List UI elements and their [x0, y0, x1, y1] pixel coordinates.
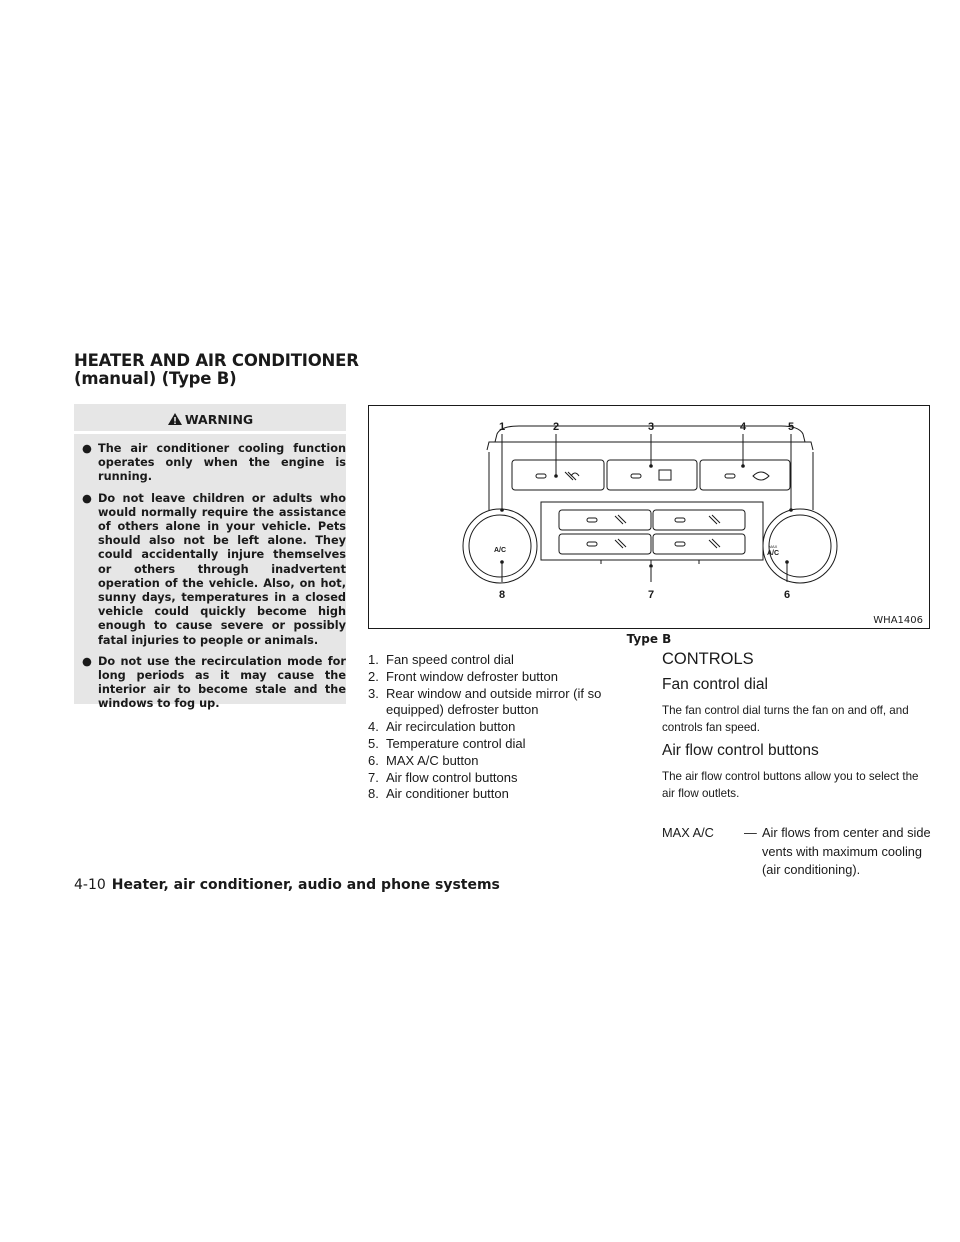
callout-1: 1 [498, 421, 506, 433]
legend-item [368, 719, 630, 736]
legend-text: Air flow control buttons [386, 769, 518, 785]
airflow-text: The air flow control buttons allow you to select the air flow outlets. [662, 770, 919, 800]
warning-item-text: Do not leave children or adults who would normally require the assistance of others alone in your vehicle. Pets should also not be left alone. They could accidentally injure themselves or others through inadvertent operation of the vehicle. Also, on hot, sunny days, temperatures in a closed vehicle could quickly become high enough to cause severe or possibly fatal injuries to people or animals. [98, 491, 346, 647]
warning-box [74, 404, 346, 711]
control-panel-figure [368, 405, 930, 629]
legend-text: Rear window and outside mirror (if so equipped) defroster button [386, 685, 602, 718]
warning-item-text: The air conditioner cooling function operates only when the engine is running. [98, 442, 346, 484]
callout-7: 7 [647, 589, 655, 601]
section-title [74, 352, 359, 388]
legend-num: 1. [368, 652, 379, 667]
figure-code: WHA1406 [873, 615, 923, 626]
bullet-icon: ● [82, 491, 92, 505]
legend-item [368, 652, 630, 669]
legend-item [368, 686, 630, 720]
maxac-dash: — [744, 825, 757, 840]
maxac-term: MAX A/C [662, 825, 714, 840]
legend-num: 8. [368, 786, 379, 802]
dial-left-label: A/C [493, 547, 507, 554]
warning-divider [74, 431, 346, 434]
chapter-title: Heater, air conditioner, audio and phone systems [111, 877, 500, 893]
legend-text: Front window defroster button [386, 668, 558, 684]
legend-item [368, 770, 630, 787]
legend-num: 2. [368, 668, 379, 684]
legend-text: Air conditioner button [386, 786, 509, 802]
legend-num: 5. [368, 735, 379, 751]
page-footer [74, 877, 500, 893]
section-title-line2: (manual) (Type B) [74, 369, 237, 388]
warning-list [74, 442, 346, 712]
warning-item-text: Do not use the recirculation mode for long periods as it may cause the interior air to become stale and the windows to fog up. [98, 654, 346, 711]
warning-heading-text: WARNING [184, 411, 254, 427]
legend-text: Fan speed control dial [386, 652, 514, 667]
legend-item [368, 753, 630, 770]
legend-num: 4. [368, 719, 379, 735]
legend-item [368, 786, 630, 803]
legend-list [368, 652, 630, 803]
callout-6: 6 [783, 589, 791, 601]
legend-num: 3. [368, 685, 379, 701]
section-title-line1: HEATER AND AIR CONDITIONER [74, 351, 359, 370]
warning-triangle-icon [167, 412, 183, 426]
callout-3: 3 [647, 421, 655, 433]
legend-item [368, 669, 630, 686]
callout-4: 4 [739, 421, 747, 433]
legend-num: 6. [368, 752, 379, 768]
figure-caption: Type B [626, 632, 672, 646]
control-panel-illustration [369, 406, 931, 630]
legend-text: Temperature control dial [386, 735, 526, 751]
legend-num: 7. [368, 769, 379, 785]
warning-item [82, 442, 346, 485]
maxac-def: Air flows from center and side vents with maximum cooling (air conditioning). [762, 825, 931, 877]
callout-5: 5 [787, 421, 795, 433]
warning-item [82, 655, 346, 712]
page-number: 4-10 [74, 877, 106, 893]
warning-item [82, 492, 346, 648]
dial-right-label: A/C [766, 550, 780, 557]
fan-control-heading: Fan control dial [662, 676, 768, 693]
airflow-heading: Air flow control buttons [662, 742, 819, 759]
callout-2: 2 [552, 421, 560, 433]
callout-8: 8 [498, 589, 506, 601]
dial-right-sublabel: MAX [768, 544, 778, 549]
controls-heading: CONTROLS [662, 650, 754, 668]
fan-control-text: The fan control dial turns the fan on and off, and controls fan speed. [662, 704, 909, 734]
bullet-icon: ● [82, 442, 92, 455]
bullet-icon: ● [82, 654, 92, 668]
legend-text: Air recirculation button [386, 719, 516, 735]
legend-text: MAX A/C button [386, 752, 479, 768]
warning-heading [74, 410, 346, 428]
legend-item [368, 736, 630, 753]
